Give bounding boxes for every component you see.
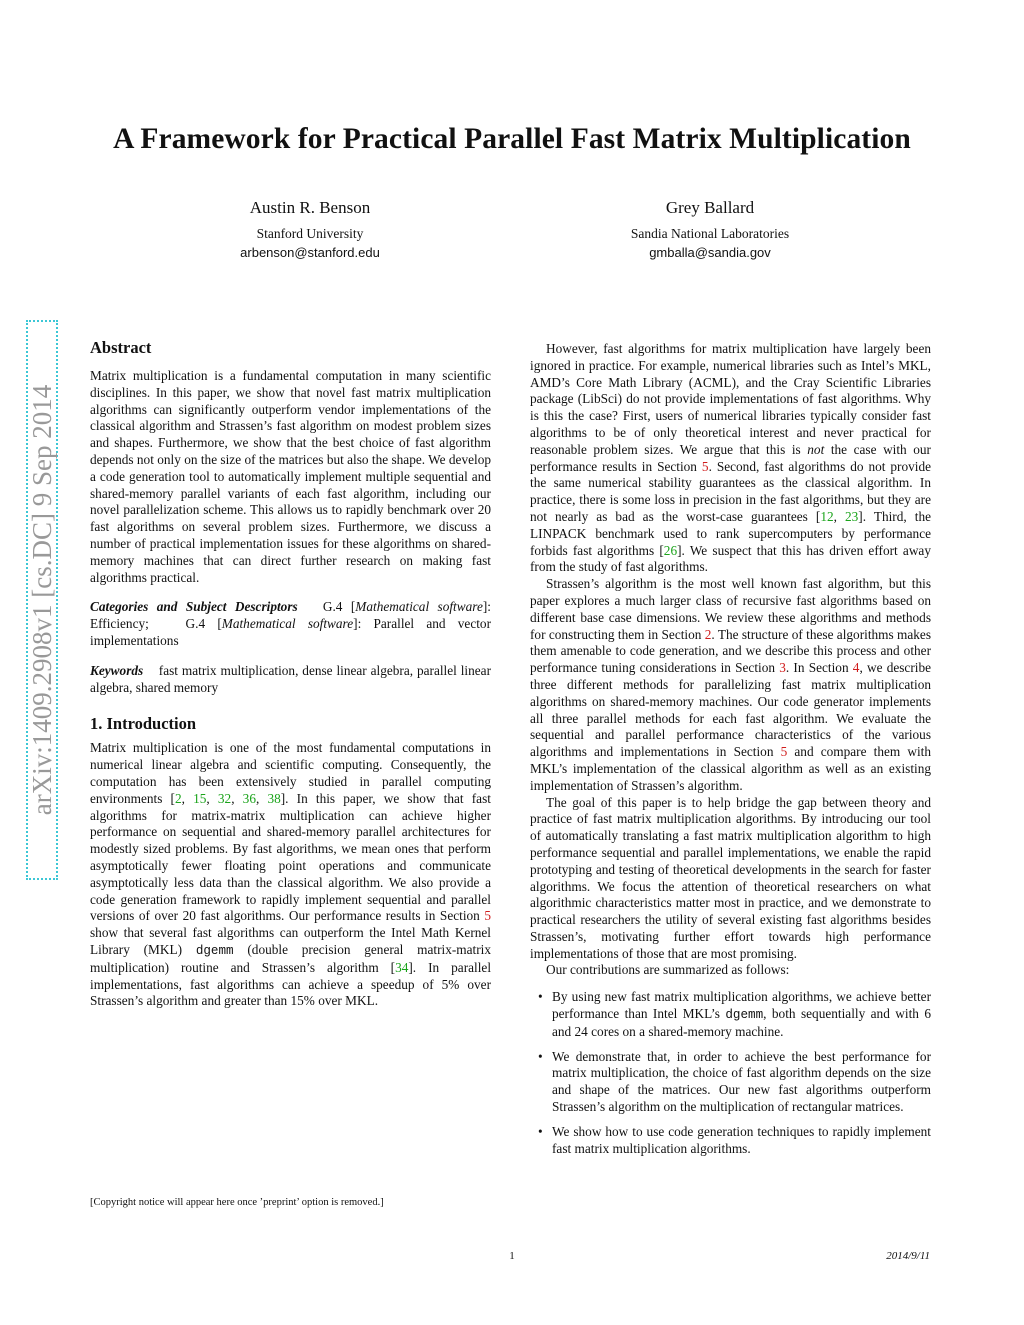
text-run: the case with our performance results in Section: [530, 441, 931, 474]
page-number: 1: [509, 1250, 515, 1262]
keywords-label: Keywords: [90, 662, 144, 678]
copyright-notice: [Copyright notice will appear here once ’preprint’ option is removed.]: [90, 1197, 384, 1208]
bullet-icon: •: [538, 1048, 543, 1064]
bullet-icon: •: [538, 989, 543, 1005]
code-term: dgemm: [195, 943, 234, 958]
text-run: show that several fast algorithms can outperform the Intel Math Kernel Library (MKL): [90, 925, 491, 957]
text-run: ]. In this paper, we show that fast algorithms for matrix-matrix multiplication can achieve higher performance on sequential and shared-memory parallel architectures for modestly sized problems. By fast algorithms, we mean ones that perform asymptotically fewer floating point operations and communicate asymptotically less data than the classical algorithm. We also provide a code generation framework to rapidly implement sequential and parallel versions of over 20 fast algorithms. Our performance results in Section: [90, 790, 491, 924]
text-run: (double precision general matrix-matrix multiplication) routine and Strassen’s algorithm [: [90, 941, 491, 975]
category-italic: Mathematical software: [221, 616, 354, 632]
category-rest: ]: Efficiency;: [90, 599, 491, 632]
citation-link[interactable]: 32: [217, 790, 232, 806]
citation-link[interactable]: 26: [663, 542, 678, 558]
contributions-list: [530, 989, 931, 1157]
text-run: ]. In parallel implementations, fast algorithms can achieve a speedup of 5% over Strassen’s algorithm and greater than 15% over MKL.: [90, 959, 492, 1009]
category-code: G.4 [: [185, 616, 222, 632]
list-item: [530, 1049, 931, 1116]
author-affiliation: Sandia National Laboratories: [630, 226, 790, 241]
text-run: , both sequentially and with 6 and 24 cores on a shared-memory machine.: [552, 1006, 931, 1039]
text-run: . In Section: [785, 660, 853, 676]
section-link[interactable]: 5: [780, 744, 788, 760]
citation-link[interactable]: 34: [395, 959, 409, 975]
citation-link[interactable]: 36: [242, 790, 256, 806]
body-paragraph: However, fast algorithms for matrix multiplication have largely been ignored in practice. For example, numerical libraries such as Intel’s MKL, AMD’s Core Math Library (ACML), and the Cray Scientific Libraries package (LibSci) do not provide implementations of fast algorithms. Why is this the case? First, users of numerical libraries typically consider fast algorithms to be of only theoretical interest and never practical for reasonable problem sizes. We argue that this is not the case with our performance results in Section 5. Second, fast algorithms do not provide the same numerical stability guarantees as the classical algorithm. In practice, there is some loss in precision in the fast algorithms, but they are not nearly as bad as the worst-case guarantees [12, 23]. Third, the LINPACK benchmark used to rank supercomputers by performance forbids fast algorithms [26]. We suspect that this has driven effort away from the study of fast algorithms.: [530, 341, 932, 575]
text-run: However, fast algorithms for matrix multiplication have largely been ignored in practice. For example, numerical libraries such as Intel’s MKL, AMD’s Core Math Library (ACML), and the Cray Scientific Libraries package (LibSci) do not provide implementations of fast algorithms. Why is this the case? First, users of numerical libraries typically consider fast algorithms to be of only theoretical interest and never practical for reasonable problem sizes. We argue that this is: [530, 341, 931, 457]
section-link[interactable]: 5: [484, 908, 491, 924]
keywords: [90, 663, 491, 697]
body-paragraph: Our contributions are summarized as follows:: [546, 962, 790, 978]
text-run: . Second, fast algorithms do not provide the same numerical stability guarantees as the classical algorithm. In practice, there is some loss in precision in the fast algorithms, but they are not nearly as bad as the worst-case guarantees [: [530, 458, 932, 524]
abstract-heading: Abstract: [90, 338, 152, 357]
list-item: [530, 989, 931, 1040]
intro-paragraph: Matrix multiplication is one of the most fundamental computations in numerical linear algebra and scientific computing. Consequently, the computation has been extensively studied in parallel computing environments [2, 15, 32, 36, 38]. In this paper, we show that fast algorithms for matrix-matrix multiplication can achieve higher performance on sequential and shared-memory parallel architectures for modestly sized problems. By fast algorithms, we mean ones that perform asymptotically fewer floating point operations and communicate asymptotically less data than the classical algorithm. We also provide a code generation framework to rapidly implement sequential and parallel versions of over 20 fast algorithms. Our performance results in Section 5 show that several fast algorithms can outperform the Intel Math Kernel Library (MKL) dgemm (double precision general matrix-matrix multiplication) routine and Strassen’s algorithm [34]. In parallel implementations, fast algorithms can achieve a speedup of 5% over Strassen’s algorithm and greater than 15% over MKL.: [90, 740, 492, 1009]
section-link[interactable]: 5: [701, 458, 709, 474]
body-paragraph: [530, 576, 931, 794]
text-run: , we describe three different methods for parallelizing fast matrix multiplication algorithms on shared-memory machines. Our code generator implements all three parallel methods for each fast algorithm. We evaluate the sequential and parallel performance characteristics of the various algorithms and implementations in Section: [530, 660, 931, 760]
text-run: By using new fast matrix multiplication algorithms, we achieve better performance than Intel MKL’s: [552, 989, 931, 1022]
body-paragraph: The goal of this paper is to help bridge the gap between theory and practice of fast matrix multiplication algorithms. By introducing our tool of automatically translating a fast matrix multiplication algorithm to high performance sequential and parallel implementations, we enable the rapid prototyping and testing of theoretical developments in the search for faster algorithms. We focus the attention of theoretical researchers on what algorithmic characteristics matter most in practice, and we demonstrate to practical researchers the utility of several existing fast algorithms besides Strassen’s, motivating further effort towards high performance implementations of those that are most promising.: [530, 794, 931, 961]
author-name: Grey Ballard: [665, 198, 755, 217]
text-run: We show how to use code generation techniques to rapidly implement fast matrix multiplication algorithms.: [552, 1123, 931, 1156]
citation-link[interactable]: 38: [267, 790, 281, 806]
right-column: [530, 341, 931, 1165]
categories-label: Categories and Subject Descriptors: [90, 599, 298, 615]
text-run: Matrix multiplication is one of the most fundamental computations in numerical linear algebra and scientific computing. Consequently, the computation has been extensively studied in parallel computing environments [: [90, 740, 491, 806]
code-term: dgemm: [725, 1008, 764, 1023]
section-link[interactable]: 3: [779, 660, 786, 676]
author-affiliation: Stanford University: [256, 226, 364, 241]
abstract-text: Matrix multiplication is a fundamental computation in many scientific disciplines. In this paper, we show that novel fast matrix multiplication algorithms can significantly outperform vendor implementations of the classical algorithm and Strassen’s fast algorithm on modest problem sizes and shapes. Furthermore, we show that the best choice of fast algorithm depends not only on the size of the matrices but also the shape. We develop a code generation tool to automatically implement multiple sequential and shared-memory parallel variants of each fast algorithm, including our novel parallelization scheme. This allows us to rapidly benchmark over 20 fast algorithms on several problem sizes. Furthermore, we discuss a number of practical implementation issues for these algorithms on shared-memory machines that can direct further research on making fast algorithms practical.: [90, 368, 491, 585]
category-rest: ]: Parallel and vector implementations: [90, 616, 491, 648]
citation-link[interactable]: 12: [820, 508, 834, 524]
categories: [90, 599, 491, 649]
author-email: arbenson@stanford.edu: [240, 245, 380, 260]
text-run: and compare them with MKL’s implementation of the classical algorithm as well as an existing implementation of Strassen’s algorithm.: [530, 744, 931, 793]
paper-title: A Framework for Practical Parallel Fast Matrix Multiplication: [113, 123, 911, 155]
citation-link[interactable]: 23: [844, 508, 859, 524]
text-run: ]. We suspect that this has driven effort away from the study of fast algorithms.: [530, 542, 931, 575]
author-block-1: [160, 197, 460, 263]
left-column: [90, 338, 491, 1010]
author-block-2: [560, 197, 860, 263]
text-run: ]. Third, the LINPACK benchmark used to rank supercomputers by performance forbids fast algorithms [: [530, 508, 931, 558]
author-email: gmballa@sandia.gov: [649, 245, 771, 260]
citation-link[interactable]: 2: [174, 790, 182, 806]
arxiv-identifier[interactable]: arXiv:1409.2908v1 [cs.DC] 9 Sep 2014: [26, 320, 58, 880]
author-name: Austin R. Benson: [249, 198, 371, 217]
citation-link[interactable]: 15: [193, 790, 207, 806]
category-italic: Mathematical software: [355, 599, 483, 615]
text-run: We demonstrate that, in order to achieve the best performance for matrix multiplication, the choice of fast algorithm depends on the size and shape of the matrices. Our new fast algorithms outperform Strassen’s algorithm on the multiplication of rectangular matrices.: [552, 1048, 931, 1115]
keywords-text: fast matrix multiplication, dense linear algebra, parallel linear algebra, shared memory: [90, 662, 491, 695]
text-run: . The structure of these algorithms makes them amenable to code generation, and we describe this process and other performance tuning considerations in Section: [530, 626, 931, 676]
bullet-icon: •: [538, 1123, 543, 1139]
intro-heading: 1. Introduction: [90, 714, 197, 734]
list-item: [530, 1124, 931, 1158]
section-link[interactable]: 2: [704, 626, 712, 642]
section-link[interactable]: 4: [852, 660, 860, 676]
page-date: 2014/9/11: [886, 1250, 930, 1262]
category-code: G.4 [: [322, 599, 356, 615]
text-run: Strassen’s algorithm is the most well known fast algorithm, but this paper explores a much larger class of recursive fast algorithms based on different base case dimensions. We review these algorithms and methods for constructing them in Section: [530, 576, 931, 642]
emphasis: not: [807, 441, 825, 457]
